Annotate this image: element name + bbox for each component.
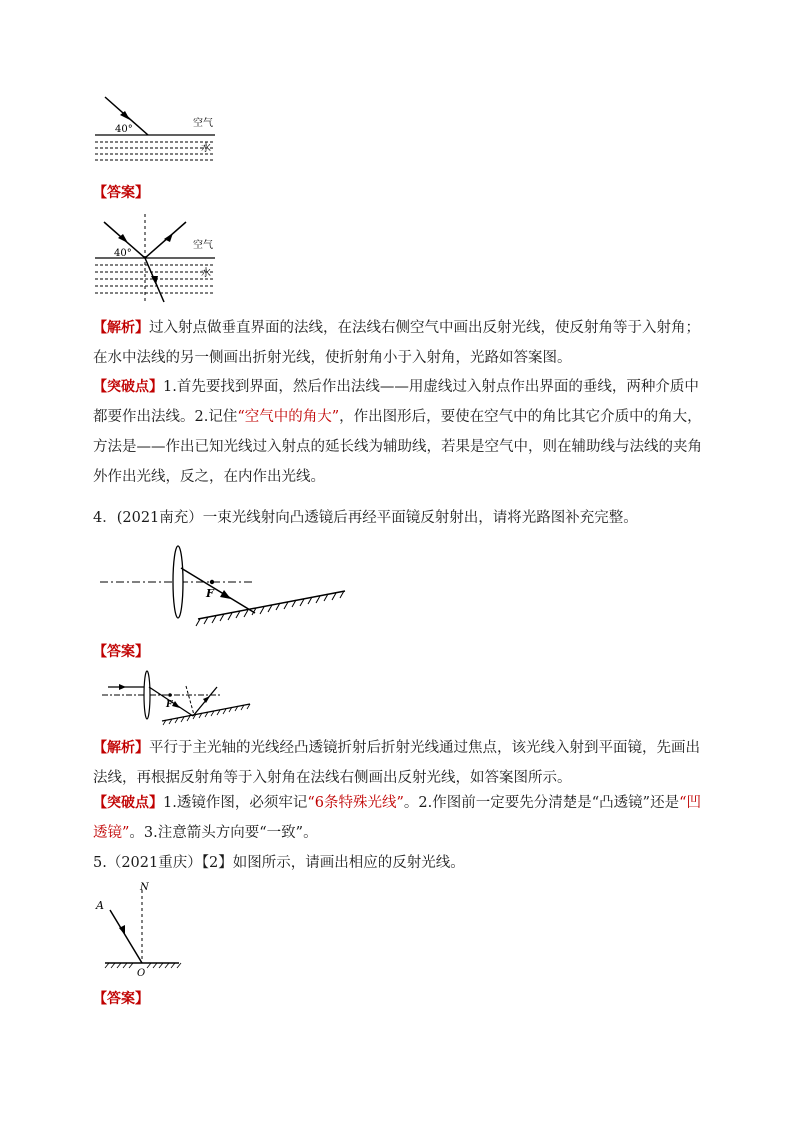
figure-air-water-answer: [90, 212, 220, 304]
air-label: 空气: [193, 118, 213, 129]
figure-reflection-question: [95, 880, 190, 980]
focus-point: [168, 693, 172, 697]
water-label: 水: [201, 268, 211, 279]
breakthrough-paragraph-1: [93, 372, 709, 492]
angle-label: 40°: [114, 248, 132, 259]
figure-air-water-question: [90, 92, 220, 164]
breakthrough-text-3: 。3.注意箭头方向要“一致”。: [129, 825, 318, 841]
breakthrough-highlight-2: “凹透镜”: [93, 795, 701, 841]
breakthrough-text-2: ，作出图形后，要使在空气中的角比其它介质中的角大，方法是——作出已知光线过入射点的延长线为辅助线，若果是空气中，则在辅助线与法线的夹角外作出光线，反之，在内作出光线。: [93, 409, 702, 485]
focus-label: F: [206, 587, 214, 600]
analysis-text: 过入射点做垂直界面的法线，在法线右侧空气中画出反射光线，使反射角等于入射角；在水中法线的另一侧画出折射光线，使折射角小于入射角，光路如答案图。: [93, 320, 700, 366]
refracted-ray: [181, 568, 255, 613]
focus-point: [210, 580, 214, 584]
breakthrough-text-2: 。2.作图前一定要先分清楚是“凸透镜”还是: [403, 795, 680, 811]
analysis-paragraph-2: [93, 733, 709, 793]
air-label: 空气: [193, 240, 213, 251]
breakthrough-tag: 【突破点】: [93, 795, 163, 811]
arrow-icon: [119, 684, 126, 690]
answer-tag: 【答案】: [93, 644, 149, 660]
analysis-tag: 【解析】: [93, 740, 149, 756]
breakthrough-highlight-1: “6条特殊光线”: [307, 795, 404, 811]
point-a-label: A: [96, 899, 104, 912]
analysis-tag: 【解析】: [93, 320, 149, 336]
water-label: 水: [201, 143, 211, 154]
answer-tag: 【答案】: [93, 185, 149, 201]
analysis-text: 平行于主光轴的光线经凸透镜折射后折射光线通过焦点，该光线入射到平面镜，先画出法线，再根据反射角等于入射角在法线右侧画出反射光线，如答案图所示。: [93, 740, 700, 786]
breakthrough-highlight: “空气中的角大”: [237, 409, 340, 425]
question-4: 4．(2021南充）一束光线射向凸透镜后再经平面镜反射射出，请将光路图补充完整。: [93, 510, 638, 526]
breakthrough-tag: 【突破点】: [93, 379, 163, 395]
arrow-icon: [151, 276, 158, 285]
breakthrough-text-1: 1.透镜作图，必须牢记: [163, 795, 308, 811]
focus-label: F: [166, 700, 173, 710]
angle-label: 40°: [115, 124, 133, 135]
incident-ray: [110, 910, 142, 963]
analysis-paragraph-1: [93, 313, 709, 373]
convex-lens: [173, 546, 183, 618]
normal-n-label: N: [140, 882, 149, 893]
arrow-icon: [220, 590, 231, 599]
normal-line: [186, 686, 194, 715]
figure-lens-mirror-answer: [100, 668, 260, 728]
figure-lens-mirror-question: [95, 535, 355, 631]
breakthrough-paragraph-2: [93, 788, 709, 848]
breakthrough-text-1: 1.首先要找到界面，然后作出法线——用虚线过入射点作出界面的垂线，两种介质中都要作出法线。2.记住: [93, 379, 699, 425]
reflected-ray: [145, 222, 186, 258]
convex-lens: [144, 671, 150, 719]
answer-tag: 【答案】: [93, 991, 149, 1007]
arrow-icon: [172, 701, 180, 708]
point-o-label: O: [137, 968, 146, 979]
question-5: 5.（2021重庆）【2】如图所示，请画出相应的反射光线。: [93, 855, 465, 871]
